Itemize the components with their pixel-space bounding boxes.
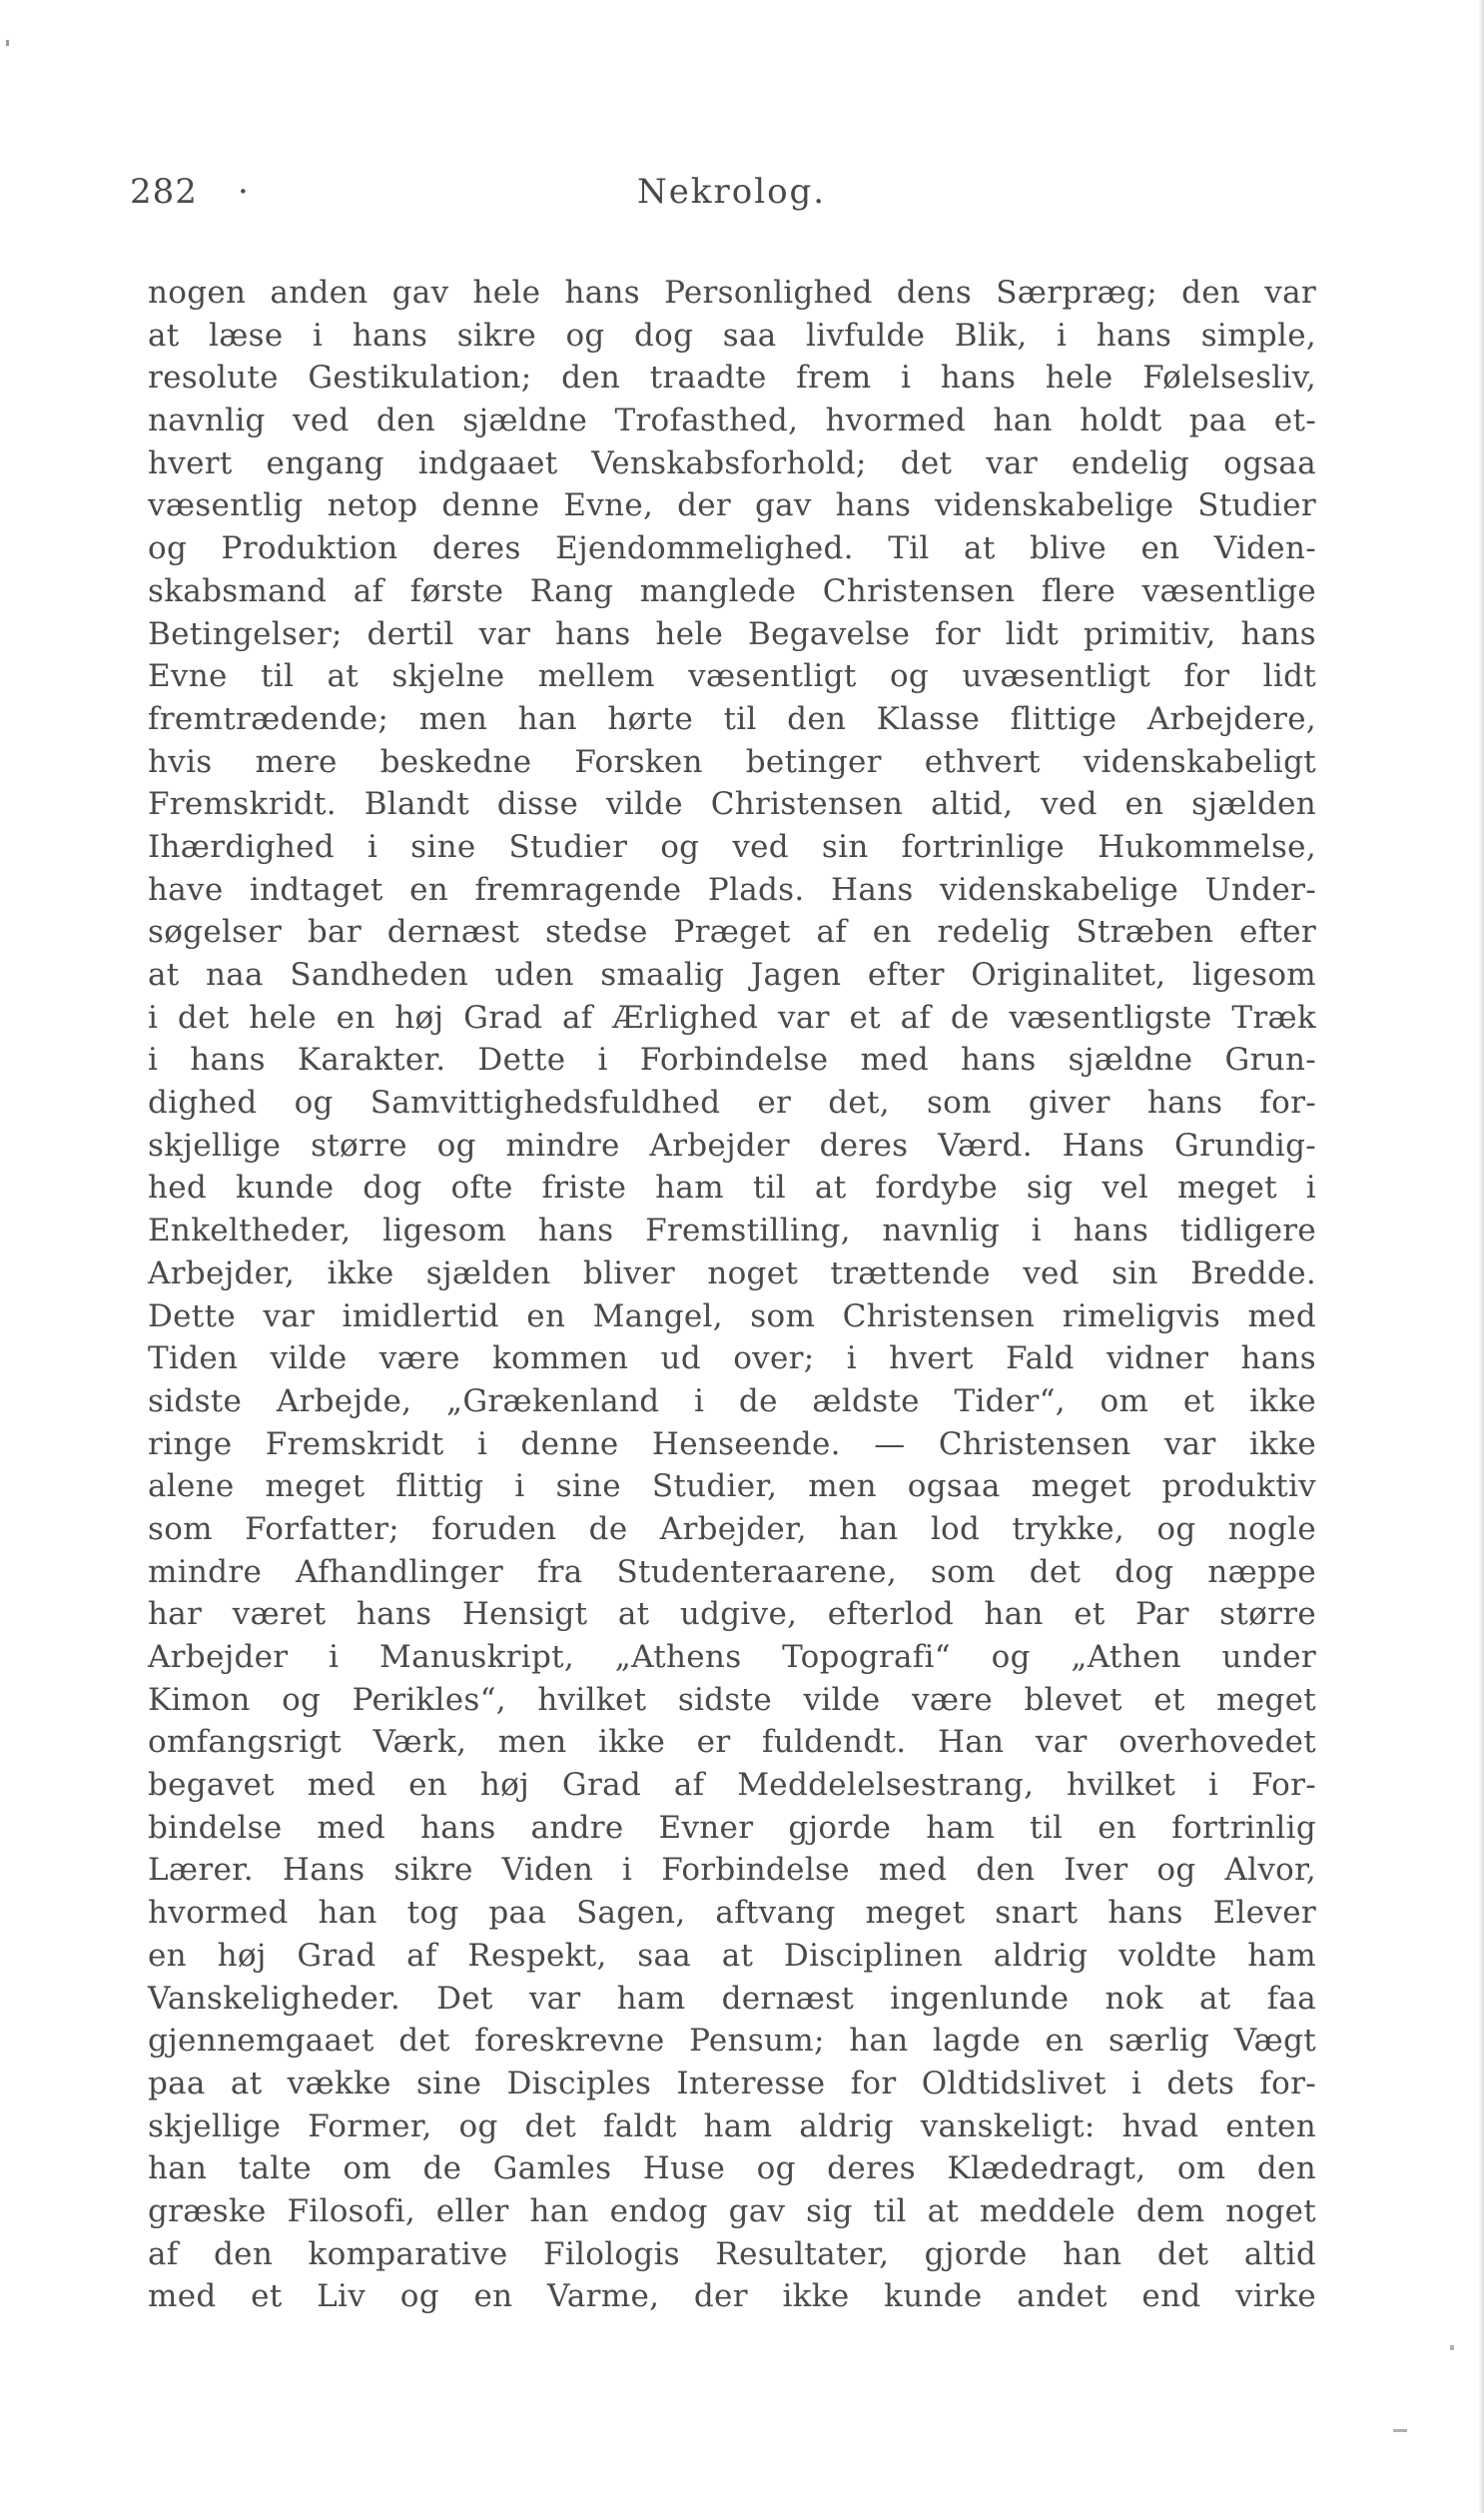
text-line: i det hele en høj Grad af Ærlighed var et af de væsentligste Træk — [148, 999, 1316, 1036]
text-line: alene meget flittig i sine Studier, men ogsaa meget produktiv — [148, 1468, 1316, 1505]
text-line: med et Liv og en Varme, der ikke kunde andet end virke — [148, 2278, 1316, 2315]
text-line: hed kunde dog ofte friste ham til at fordybe sig vel meget i — [148, 1170, 1316, 1207]
text-line: fremtrædende; men han hørte til den Klasse flittige Arbejdere, — [148, 700, 1316, 737]
text-line: have indtaget en fremragende Plads. Hans videnskabelige Under- — [148, 871, 1316, 908]
text-line: sidste Arbejde, „Grækenland i de ældste Tider“, om et ikke — [148, 1382, 1316, 1419]
text-line: og Produktion deres Ejendommelighed. Til at blive en Viden- — [148, 530, 1316, 567]
text-line: græske Filosofi, eller han endog gav sig til at meddele dem noget — [148, 2192, 1316, 2229]
text-line: har været hans Hensigt at udgive, efterlod han et Par større — [148, 1596, 1316, 1633]
text-line: ringe Fremskridt i denne Henseende. — Christensen var ikke — [148, 1425, 1316, 1462]
text-line: Tiden vilde være kommen ud over; i hvert Fald vidner hans — [148, 1340, 1316, 1377]
text-line: at læse i hans sikre og dog saa livfulde Blik, i hans simple, — [148, 317, 1316, 354]
text-line: han talte om de Gamles Huse og deres Klædedragt, om den — [148, 2150, 1316, 2187]
text-line: mindre Afhandlinger fra Studenteraarene, som det dog næppe — [148, 1553, 1316, 1590]
text-line: Arbejder, ikke sjælden bliver noget trættende ved sin Bredde. — [148, 1255, 1316, 1291]
text-line: Vanskeligheder. Det var ham dernæst ingenlunde nok at faa — [148, 1980, 1316, 2017]
text-line: Fremskridt. Blandt disse vilde Christensen altid, ved en sjælden — [148, 786, 1316, 823]
text-line: dighed og Samvittighedsfuldhed er det, som giver hans for- — [148, 1085, 1316, 1122]
text-line: at naa Sandheden uden smaalig Jagen efter Originalitet, ligesom — [148, 957, 1316, 993]
text-line: resolute Gestikulation; den traadte frem i hans hele Følelsesliv, — [148, 360, 1316, 397]
text-line: Lærer. Hans sikre Viden i Forbindelse med den Iver og Alvor, — [148, 1852, 1316, 1889]
page-edge-shadow — [1478, 0, 1484, 2513]
text-line: hvis mere beskedne Forsken betinger ethvert videnskabeligt — [148, 743, 1316, 780]
text-line: omfangsrigt Værk, men ikke er fuldendt. Han var overhovedet — [148, 1724, 1316, 1761]
header-bullet: · — [238, 172, 250, 212]
page-header — [130, 172, 1318, 222]
scan-speck — [1450, 2345, 1454, 2350]
text-line: som Forfatter; foruden de Arbejder, han lod trykke, og nogle — [148, 1510, 1316, 1547]
text-line: Arbejder i Manuskript, „Athens Topografi“ og „Athen under — [148, 1639, 1316, 1675]
text-line: Kimon og Perikles“, hvilket sidste vilde være blevet et meget — [148, 1681, 1316, 1718]
scan-speck — [6, 40, 9, 46]
text-line: væsentlig netop denne Evne, der gav hans videnskabelige Studier — [148, 487, 1316, 524]
text-line: bindelse med hans andre Evner gjorde ham til en fortrinlig — [148, 1809, 1316, 1846]
text-line: Dette var imidlertid en Mangel, som Christensen rimeligvis med — [148, 1297, 1316, 1334]
text-line: Evne til at skjelne mellem væsentligt og uvæsentligt for lidt — [148, 658, 1316, 695]
text-line: begavet med en høj Grad af Meddelelsestrang, hvilket i For- — [148, 1767, 1316, 1804]
text-line: hvert engang indgaaet Venskabsforhold; det var endelig ogsaa — [148, 444, 1316, 481]
body-text — [148, 272, 1316, 2318]
text-line: skjellige Former, og det faldt ham aldrig vanskeligt: hvad enten — [148, 2107, 1316, 2144]
text-line: skjellige større og mindre Arbejder deres Værd. Hans Grundig- — [148, 1127, 1316, 1164]
text-line: en høj Grad af Respekt, saa at Disciplinen aldrig voldte ham — [148, 1937, 1316, 1974]
text-line: nogen anden gav hele hans Personlighed dens Særpræg; den var — [148, 275, 1316, 311]
text-line: navnlig ved den sjældne Trofasthed, hvormed han holdt paa et- — [148, 403, 1316, 439]
running-title: Nekrolog. — [637, 172, 827, 212]
text-line: i hans Karakter. Dette i Forbindelse med hans sjældne Grun- — [148, 1042, 1316, 1079]
text-line: gjennemgaaet det foreskrevne Pensum; han lagde en særlig Vægt — [148, 2023, 1316, 2060]
text-line: skabsmand af første Rang manglede Christensen flere væsentlige — [148, 572, 1316, 609]
text-line: Enkeltheder, ligesom hans Fremstilling, navnlig i hans tidligere — [148, 1213, 1316, 1250]
text-line: paa at vække sine Disciples Interesse for Oldtidslivet i dets for- — [148, 2065, 1316, 2101]
text-line: hvormed han tog paa Sagen, aftvang meget snart hans Elever — [148, 1895, 1316, 1932]
text-line: søgelser bar dernæst stedse Præget af en redelig Stræben efter — [148, 914, 1316, 951]
text-line: Betingelser; dertil var hans hele Begavelse for lidt primitiv, hans — [148, 615, 1316, 652]
text-line: Ihærdighed i sine Studier og ved sin fortrinlige Hukommelse, — [148, 828, 1316, 865]
scan-speck — [1393, 2429, 1407, 2432]
text-line: af den komparative Filologis Resultater, gjorde han det altid — [148, 2235, 1316, 2272]
page-number: 282 — [130, 172, 198, 212]
